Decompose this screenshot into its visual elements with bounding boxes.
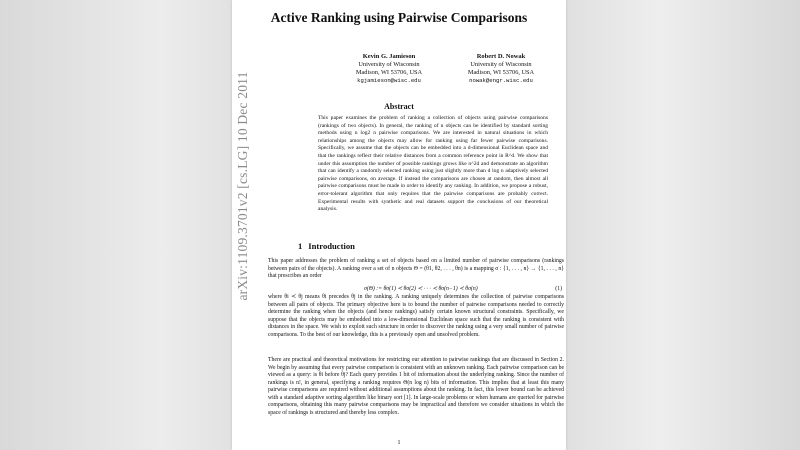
author-block — [334, 53, 444, 85]
paper-title: Active Ranking using Pairwise Comparisons — [270, 10, 528, 25]
equation-number: (1) — [555, 286, 562, 292]
equation — [268, 286, 564, 294]
section-heading — [298, 241, 355, 251]
author-email: kgjamieson@wisc.edu — [357, 77, 421, 84]
section-title: Introduction — [308, 241, 355, 251]
abstract-text: This paper examines the problem of ranking a collection of objects using pairwise comparisons (rankings of two objects). In general, the ranking of n objects can be identified by standard sorting methods using n log2 n pairwise comparisons. We are interested in natural situations in which relationships among the objects may allow for ranking using far fewer pairwise comparisons. Specifically, we assume that the objects can be embedded into a d-dimensional Euclidean space and that the rankings reflect their relative distances from a common reference point in R^d. We show that under this assumption the number of possible rankings grows like n^2d and demonstrate an algorithm that can identify a randomly selected ranking using just slightly more than d log n adaptively selected pairwise comparisons, on average. If instead the comparisons are chosen at random, then almost all pairwise comparisons must be made in order to identify any ranking. In addition, we propose a robust, error-tolerant algorithm that only requires that the pairwise comparisons are probably correct. Experimental results with synthetic and real datasets support the conclusions of our theoretical analysis. — [318, 115, 548, 213]
paper-page — [232, 0, 566, 450]
arxiv-identifier: arXiv:1109.3701v2 [cs.LG] 10 Dec 2011 — [235, 71, 250, 301]
author-name: Kevin G. Jamieson — [362, 53, 416, 60]
page-number: 1 — [397, 440, 401, 446]
author-address: Madison, WI 53706, USA — [355, 69, 423, 76]
body-paragraph: There are practical and theoretical motivations for restricting our attention to pairwise rankings that are discussed in Section 2. We begin by assuming that every pairwise comparison is consistent with an unknown ranking. Each pairwise comparison can be viewed as a query: is θi before θj? Each query provides 1 bit of information about the underlying ranking. Since the number of rankings is n!, in general, specifying a ranking requires Θ(n log n) bits of information. This implies that at least this many pairwise comparisons are required without additional assumptions about the ranking. In fact, this lower bound can be achieved with a standard adaptive sorting algorithm like binary sort [1]. In large-scale problems or when humans are queried for pairwise comparisons, obtaining this many pairwise comparisons may be impractical and therefore we consider situations in which the space of rankings is structured and thereby less complex. — [268, 357, 564, 416]
body-paragraph: This paper addresses the problem of ranking a set of objects based on a limited number of pairwise comparisons (rankings between pairs of the objects). A ranking over a set of n objects Θ = (θ1, θ2, . . . , θn) is a mapping σ : {1, . . . , n} → {1, . . . , n} that prescribes an order — [268, 258, 564, 279]
author-affiliation: University of Wisconsin — [358, 61, 420, 68]
equation-text: σ(Θ) := θσ(1) ≺ θσ(2) ≺ · · · ≺ θσ(n−1) ≺ θσ(n) — [364, 286, 478, 292]
author-address: Madison, WI 53706, USA — [467, 69, 535, 76]
author-block — [446, 53, 556, 85]
author-email: nowak@engr.wisc.edu — [469, 77, 533, 84]
arxiv-identifier-stamp — [232, 56, 254, 316]
blurred-background-left — [0, 0, 232, 450]
section-number: 1 — [298, 241, 303, 251]
abstract-heading: Abstract — [384, 102, 414, 111]
author-affiliation: University of Wisconsin — [470, 61, 532, 68]
body-paragraph: where θi ≺ θj means θi precedes θj in the ranking. A ranking uniquely determines the collection of pairwise comparisons between all pairs of objects. The primary objective here is to bound the number of pairwise comparisons needed to correctly determine the ranking when the objects (and hence rankings) satisfy certain known structural constraints. Specifically, we suppose that the objects may be embedded into a low-dimensional Euclidean space such that the ranking is consistent with distances in the space. We wish to exploit such structure in order to discover the ranking using a very small number of pairwise comparisons. To the best of our knowledge, this is a previously open and unsolved problem. — [268, 294, 564, 338]
author-name: Robert D. Nowak — [476, 53, 526, 60]
blurred-background-right — [566, 0, 800, 450]
